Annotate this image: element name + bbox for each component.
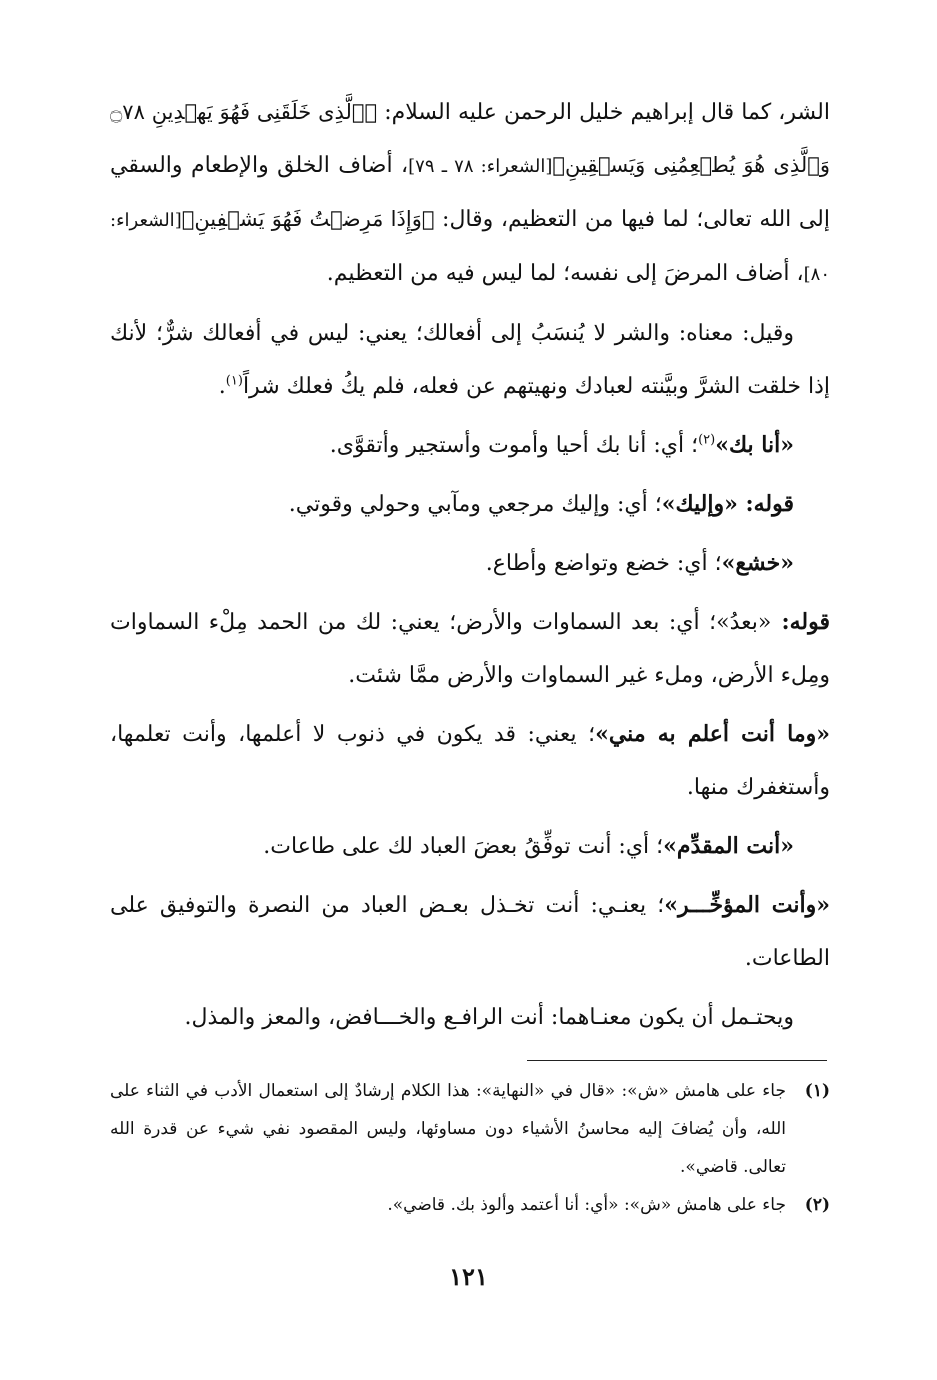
text-segment: «بعدُ»؛ أي: بعد السماوات والأرض؛ يعني: لك من الحمد مِلْء السماوات ومِلء الأرض، وملء غير السماوات والأرض ممَّا شئت. <box>110 610 830 688</box>
quran-verse: ﴿وَإِذَا مَرِضۡتُ فَهُوَ يَشۡفِينِ﴾ <box>181 207 435 231</box>
footnote-number: (١) <box>804 1081 830 1101</box>
paragraph <box>110 991 830 1044</box>
footnote <box>110 1072 830 1186</box>
footnote-text: جاء على هامش «ش»: «قال في «النهاية»: هذا الكلام إرشادٌ إلى استعمال الأدب في الثناء على الله، وأن يُضافَ إليه محاسنُ الأشياء دون مساوئها، وليس المقصود نفي شيء عن قدرة الله تعالى. قاضي». <box>110 1081 786 1177</box>
hadith-term: «وما أنت أعلم به مني» <box>595 721 830 747</box>
paragraph <box>110 478 830 531</box>
footnotes <box>110 1072 830 1224</box>
paragraph <box>110 537 830 590</box>
text-segment: ؛ أي: أنا بك أحيا وأموت وأستجير وأتقوَّى. <box>329 433 699 458</box>
text-segment: وقيل: معناه: والشر لا يُنسَبُ إلى أفعالك؛ يعني: ليس في أفعالك شرٌّ؛ لأنك إذا خلقت الشرَّ وبيَّنته لعبادك ونهيتهم عن فعله، فلم يكُ فعلك شراً <box>110 321 830 399</box>
footnote-marker: (١) <box>225 373 243 389</box>
main-text <box>110 86 830 1050</box>
footnote <box>110 1186 830 1224</box>
footnote-marker: (٢) <box>698 432 716 448</box>
hadith-term: «خشع» <box>721 550 794 576</box>
text-segment: ويحتـمل أن يكون معنـاهما: أنت الرافـع والخـــافض، والمعز والمذل. <box>184 1005 794 1030</box>
page-number: ١٢١ <box>449 1262 488 1291</box>
hadith-term: قوله: «وإليك» <box>661 491 794 517</box>
paragraph <box>110 307 830 413</box>
footnote-text: جاء على هامش «ش»: «أي: أنا أعتمد وألوذ بك. قاضي». <box>387 1195 786 1215</box>
text-segment: ؛ يعني: قد يكون في ذنوب لا أعلمها، وأنت تعلمها، وأستغفرك منها. <box>110 722 830 800</box>
text-segment: ، أضاف الخلق والإطعام والسقي إلى الله تعالى؛ لما فيها من التعظيم، وقال: <box>110 153 830 232</box>
paragraph <box>110 596 830 702</box>
hadith-term: قوله: <box>771 609 830 635</box>
verse-reference: [الشعراء: ٧٨ ـ ٧٩] <box>408 156 553 177</box>
text-segment: ؛ يعنـي: أنت تخـذل بعـض العباد من النصرة والتوفيق على الطاعات. <box>110 893 830 971</box>
text-segment: ؛ أي: وإليك مرجعي ومآبي وحولي وقوتي. <box>288 492 662 517</box>
verse-reference: [الشعراء: ٨٠] <box>110 210 830 285</box>
paragraph <box>110 419 830 472</box>
text-segment: ؛ أي: خضع وتواضع وأطاع. <box>485 551 722 576</box>
hadith-term: «وأنت المؤخِّـــر» <box>664 892 830 918</box>
paragraph <box>110 708 830 814</box>
footnote-divider <box>527 1060 827 1061</box>
text-segment: الشر، كما قال إبراهيم خليل الرحمن عليه السلام: <box>377 100 830 125</box>
text-segment: . <box>218 374 226 399</box>
paragraph <box>110 820 830 873</box>
text-segment: ، أضاف المرضَ إلى نفسه؛ لما ليس فيه من التعظيم. <box>326 261 804 286</box>
footnote-number: (٢) <box>804 1195 830 1215</box>
hadith-term: «أنت المقدِّم» <box>663 833 794 859</box>
paragraph <box>110 879 830 985</box>
hadith-term: «أنا بك» <box>715 432 794 458</box>
text-segment: ؛ أي: أنت توفِّقُ بعضَ العباد لك على طاعات. <box>263 834 664 859</box>
paragraph <box>110 86 830 301</box>
quran-verse: ﴿ٱلَّذِى خَلَقَنِى فَهُوَ يَهۡدِينِ ۝٧٨ وَٱلَّذِى هُوَ يُطۡعِمُنِى وَيَسۡقِينِ﴾ <box>110 100 830 177</box>
